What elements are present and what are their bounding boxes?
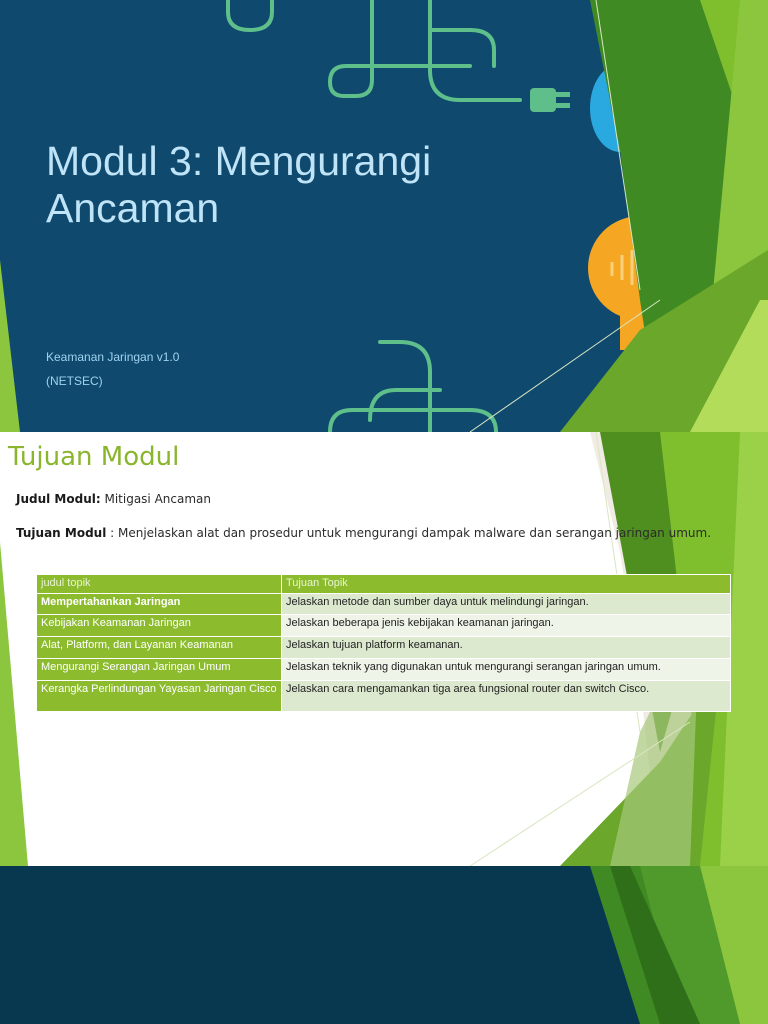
next-slide-preview [0,866,768,1024]
module-objective-label: Tujuan Modul [16,526,107,540]
topic-cell: Mengurangi Serangan Jaringan Umum [37,659,282,681]
objective-cell: Jelaskan tujuan platform keamanan. [282,637,731,659]
table-row [37,594,731,615]
table-row [37,637,731,659]
topic-cell: Kebijakan Keamanan Jaringan [37,615,282,637]
slide-title-line-2: Ancaman [46,185,220,231]
title-slide [0,0,768,432]
module-title-line [16,492,211,506]
column-header-objective: Tujuan Topik [282,575,731,594]
table-row [37,659,731,681]
objective-cell: Jelaskan teknik yang digunakan untuk mengurangi serangan jaringan umum. [282,659,731,681]
module-title-label: Judul Modul: [16,492,101,506]
objective-cell: Jelaskan beberapa jenis kebijakan keamanan jaringan. [282,615,731,637]
table-header-row [37,575,731,594]
column-header-topic: judul topik [37,575,282,594]
table-row [37,615,731,637]
objectives-heading: Tujuan Modul [8,442,180,472]
table-row [37,681,731,712]
slide-title-line-1: Modul 3: Mengurangi [46,138,432,184]
slide-title [46,138,566,232]
next-slide-artwork [0,866,768,1024]
topic-cell: Alat, Platform, dan Layanan Keamanan [37,637,282,659]
topics-table [36,574,731,712]
module-objective-line [16,526,711,540]
module-title-value: Mitigasi Ancaman [100,492,211,506]
objective-cell: Jelaskan metode dan sumber daya untuk melindungi jaringan. [282,594,731,615]
course-code: (NETSEC) [46,374,103,388]
module-objective-value: : Menjelaskan alat dan prosedur untuk mengurangi dampak malware dan serangan jaringan umum. [106,526,712,540]
course-name: Keamanan Jaringan v1.0 [46,350,180,364]
topic-cell: Kerangka Perlindungan Yayasan Jaringan Cisco [37,681,282,712]
topic-cell: Mempertahankan Jaringan [37,594,282,615]
module-objectives-slide [0,432,768,866]
objective-cell: Jelaskan cara mengamankan tiga area fungsional router dan switch Cisco. [282,681,731,712]
